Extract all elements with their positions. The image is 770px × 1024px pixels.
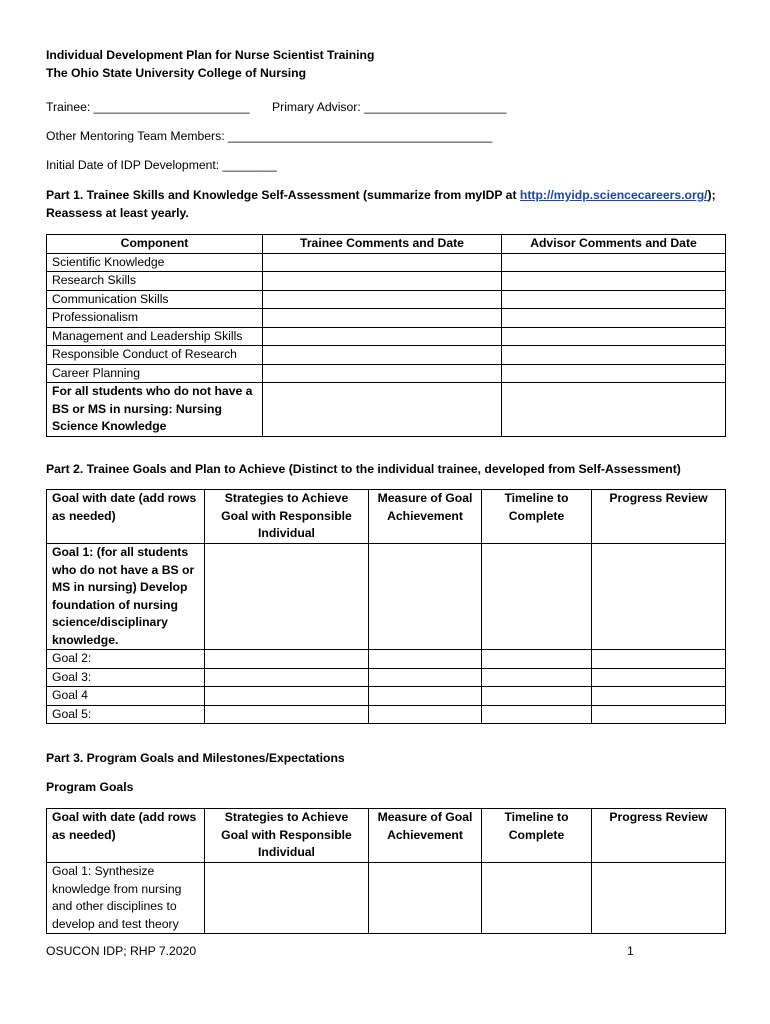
progress-cell[interactable] <box>592 705 726 724</box>
measure-cell[interactable] <box>369 687 482 706</box>
page-number: 1 <box>627 944 634 958</box>
progress-cell[interactable] <box>592 863 726 934</box>
advisor-comment-cell[interactable] <box>502 346 726 365</box>
measure-cell[interactable] <box>369 668 482 687</box>
footer-label: OSUCON IDP; RHP 7.2020 <box>46 944 197 958</box>
column-header-timeline: Timeline to Complete <box>482 809 592 863</box>
trainee-comment-cell[interactable] <box>263 272 502 291</box>
progress-cell[interactable] <box>592 668 726 687</box>
component-cell: Responsible Conduct of Research <box>47 346 263 365</box>
program-goals-subheading: Program Goals <box>46 780 134 794</box>
progress-cell[interactable] <box>592 544 726 650</box>
goal-cell: Goal 3: <box>47 668 205 687</box>
trainee-field: Trainee: _______________________ <box>46 100 250 114</box>
column-header-component: Component <box>47 235 263 254</box>
component-cell: Professionalism <box>47 309 263 328</box>
part1-heading <box>46 188 716 202</box>
myidp-link[interactable]: http://myidp.sciencecareers.org/ <box>519 188 708 202</box>
program-goals-table <box>46 808 726 934</box>
advisor-comment-cell[interactable] <box>502 253 726 272</box>
strategies-cell[interactable] <box>205 705 369 724</box>
institution-name: The Ohio State University College of Nursing <box>46 66 307 80</box>
goal-cell: Goal 4 <box>47 687 205 706</box>
goal-cell: Goal 5: <box>47 705 205 724</box>
timeline-cell[interactable] <box>482 863 592 934</box>
trainee-comment-cell[interactable] <box>263 253 502 272</box>
self-assessment-table <box>46 234 726 437</box>
trainee-comment-cell[interactable] <box>263 327 502 346</box>
column-header-measure: Measure of Goal Achievement <box>369 490 482 544</box>
strategies-cell[interactable] <box>205 544 369 650</box>
strategies-cell[interactable] <box>205 650 369 669</box>
strategies-cell[interactable] <box>205 687 369 706</box>
document-title: Individual Development Plan for Nurse Scientist Training <box>46 48 375 62</box>
goal-cell-synthesize-knowledge: Goal 1: Synthesize knowledge from nursing and other disciplines to develop and test theory <box>47 863 205 934</box>
column-header-strategies: Strategies to Achieve Goal with Responsible Individual <box>205 490 369 544</box>
trainee-comment-cell[interactable] <box>263 346 502 365</box>
column-header-goal: Goal with date (add rows as needed) <box>47 490 205 544</box>
timeline-cell[interactable] <box>482 687 592 706</box>
column-header-measure: Measure of Goal Achievement <box>369 809 482 863</box>
part1-heading-text: Part 1. Trainee Skills and Knowledge Self-Assessment (summarize from myIDP at <box>46 188 520 202</box>
column-header-advisor-comments: Advisor Comments and Date <box>502 235 726 254</box>
column-header-timeline: Timeline to Complete <box>482 490 592 544</box>
column-header-strategies: Strategies to Achieve Goal with Responsible Individual <box>205 809 369 863</box>
timeline-cell[interactable] <box>482 668 592 687</box>
strategies-cell[interactable] <box>205 863 369 934</box>
measure-cell[interactable] <box>369 544 482 650</box>
component-cell: Research Skills <box>47 272 263 291</box>
measure-cell[interactable] <box>369 650 482 669</box>
advisor-comment-cell[interactable] <box>502 364 726 383</box>
component-cell: Management and Leadership Skills <box>47 327 263 346</box>
component-cell: Communication Skills <box>47 290 263 309</box>
timeline-cell[interactable] <box>482 544 592 650</box>
part1-heading-line2: Reassess at least yearly. <box>46 206 189 220</box>
measure-cell[interactable] <box>369 863 482 934</box>
measure-cell[interactable] <box>369 705 482 724</box>
part3-heading: Part 3. Program Goals and Milestones/Expectations <box>46 751 345 765</box>
mentoring-team-field: Other Mentoring Team Members: _______________________________________ <box>46 129 493 143</box>
component-cell: Career Planning <box>47 364 263 383</box>
advisor-comment-cell[interactable] <box>502 309 726 328</box>
advisor-comment-cell[interactable] <box>502 327 726 346</box>
goal-cell: Goal 2: <box>47 650 205 669</box>
trainee-comment-cell[interactable] <box>263 364 502 383</box>
trainee-comment-cell[interactable] <box>263 383 502 437</box>
column-header-trainee-comments: Trainee Comments and Date <box>263 235 502 254</box>
initial-date-field: Initial Date of IDP Development: ________ <box>46 158 277 172</box>
strategies-cell[interactable] <box>205 668 369 687</box>
part1-heading-tail: ); <box>707 188 716 202</box>
trainee-comment-cell[interactable] <box>263 290 502 309</box>
trainee-comment-cell[interactable] <box>263 309 502 328</box>
goal-cell-nursing-foundation: Goal 1: (for all students who do not have a BS or MS in nursing) Develop foundation of nursing science/disciplinary knowledge. <box>47 544 205 650</box>
timeline-cell[interactable] <box>482 705 592 724</box>
trainee-goals-table <box>46 489 726 724</box>
timeline-cell[interactable] <box>482 650 592 669</box>
component-cell-nursing-science: For all students who do not have a BS or MS in nursing: Nursing Science Knowledge <box>47 383 263 437</box>
progress-cell[interactable] <box>592 650 726 669</box>
component-cell: Scientific Knowledge <box>47 253 263 272</box>
primary-advisor-field: Primary Advisor: _____________________ <box>272 100 507 114</box>
column-header-goal: Goal with date (add rows as needed) <box>47 809 205 863</box>
column-header-progress: Progress Review <box>592 490 726 544</box>
progress-cell[interactable] <box>592 687 726 706</box>
column-header-progress: Progress Review <box>592 809 726 863</box>
advisor-comment-cell[interactable] <box>502 290 726 309</box>
advisor-comment-cell[interactable] <box>502 272 726 291</box>
part2-heading: Part 2. Trainee Goals and Plan to Achieve (Distinct to the individual trainee, developed from Self-Assessment) <box>46 462 681 476</box>
advisor-comment-cell[interactable] <box>502 383 726 437</box>
